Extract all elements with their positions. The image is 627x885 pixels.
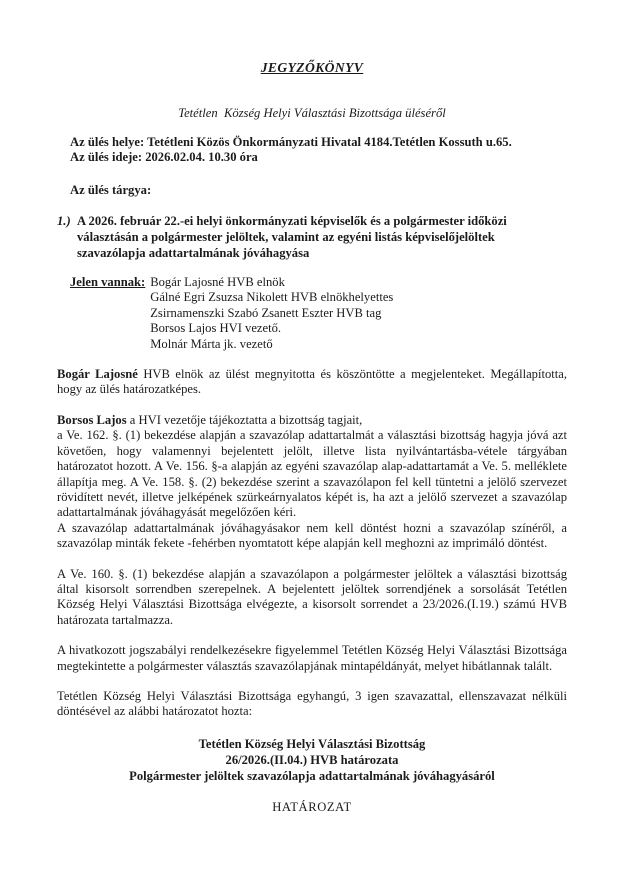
attendee-name: Borsos Lajos HVI vezető. <box>150 321 282 336</box>
paragraph-opening <box>57 367 567 398</box>
decision-label: HATÁROZAT <box>272 799 352 814</box>
speaker-name: Borsos Lajos <box>57 412 127 427</box>
decision-heading <box>57 736 567 784</box>
paragraph-briefing <box>57 413 567 552</box>
meeting-meta <box>70 135 567 166</box>
attendee-name: Molnár Márta jk. vezető <box>150 336 273 351</box>
meeting-time-value: 2026.02.04. 10.30 óra <box>145 150 258 165</box>
briefing-color-text: A szavazólap adattartalmának jóváhagyásakor nem kell döntést hozni a szavazólap színéről, a szavazólap minták fekete -fehérben nyomtatott képe alapján kell meghozni az imprimáló döntést. <box>57 520 567 551</box>
document-subtitle: Tetétlen Község Helyi Választási Bizottsága üléséről <box>178 106 446 121</box>
attendees-label: Jelen vannak: <box>70 275 146 290</box>
attendee-name: Gálné Egri Zsuzsa Nikolett HVB elnökhelyettes <box>150 290 394 305</box>
decision-heading-line3: Polgármester jelöltek szavazólapja adattartalmának jóváhagyásáról <box>129 768 495 783</box>
briefing-intro-line <box>57 413 567 428</box>
attendees-section <box>70 275 567 352</box>
meeting-time-line <box>70 150 567 165</box>
meeting-place-label: Az ülés helye: <box>70 134 145 149</box>
agenda-item-text: A 2026. február 22.-ei helyi önkormányzati képviselők és a polgármester időközi választásán a polgármester jelöltek, valamint az egyéni listás képviselőjelöltek szavazólapja adattartalmának jóváhagyása <box>77 214 507 261</box>
briefing-law-text: a Ve. 162. §. (1) bekezdése alapján a szavazólap adattartalmát a választási bizottság hagyja jóvá azt követően, hogy valamennyi bejelentett jelölt, illetve lista nyilvántartásba-vétele tárgyában határozatot hozott. A Ve. 156. §-a alapján az egyéni szavazólap alap-adattartamát a Ve. 5. melléklete állapítja meg. A Ve. 158. §. (2) bekezdése szerint a szavazólapon fel kell tüntetni a jelölő szervezet rövidített nevét, illetve jelképének szürkeárnyalatos képét is, ha azt a jelölő szervezet a szavazólap adattartalmának jóváhagyását megelőzően kéri. <box>57 428 567 520</box>
agenda-item <box>57 213 567 261</box>
meeting-time-label: Az ülés ideje: <box>70 150 143 165</box>
subject-label: Az ülés tárgya: <box>70 182 152 197</box>
paragraph-vote: Tetétlen Község Helyi Választási Bizottsága egyhangú, 3 igen szavazattal, ellenszavazat nélküli döntésével az alábbi határozatot hozta: <box>57 688 567 719</box>
decision-heading-line1: Tetétlen Község Helyi Választási Bizottság <box>198 736 426 751</box>
attendee-name: Bogár Lajosné HVB elnök <box>150 275 285 290</box>
attendee-name: Zsirnamenszki Szabó Zsanett Eszter HVB tag <box>150 305 382 320</box>
paragraph-opening-text: HVB elnök az ülést megnyitotta és köszöntötte a megjelenteket. Megállapította, hogy az ülés határozatképes. <box>57 367 568 397</box>
speaker-name: Bogár Lajosné <box>57 367 138 382</box>
document-title: JEGYZŐKÖNYV <box>260 60 364 75</box>
briefing-intro-text: a HVI vezetője tájékoztatta a bizottság tagjait, <box>126 412 363 427</box>
agenda-item-number: 1.) <box>57 214 71 229</box>
paragraph-ordering: A Ve. 160. §. (1) bekezdése alapján a szavazólapon a polgármester jelöltek a választási bizottság által kisorsolt sorrendben szerepelnek. A bejelentett jelöltek sorrendjének a sorsolását Tetétlen Község Helyi Választási Bizottsága elvégezte, a kisorsolt sorrendet a 23/2026.(I.19.) számú HVB határozata tartalmazza. <box>57 566 567 627</box>
paragraph-review: A hivatkozott jogszabályi rendelkezésekre figyelemmel Tetétlen Község Helyi Választási Bizottsága megtekintette a polgármester választás szavazólapjának mintapéldányát, melyet hibátlannak talált. <box>57 643 567 673</box>
decision-heading-line2: 26/2026.(II.04.) HVB határozata <box>225 752 399 767</box>
meeting-place-line <box>70 135 567 150</box>
meeting-place-value: Tetétleni Közös Önkormányzati Hivatal 4184.Tetétlen Kossuth u.65. <box>147 134 512 149</box>
attendees-list <box>150 275 567 352</box>
